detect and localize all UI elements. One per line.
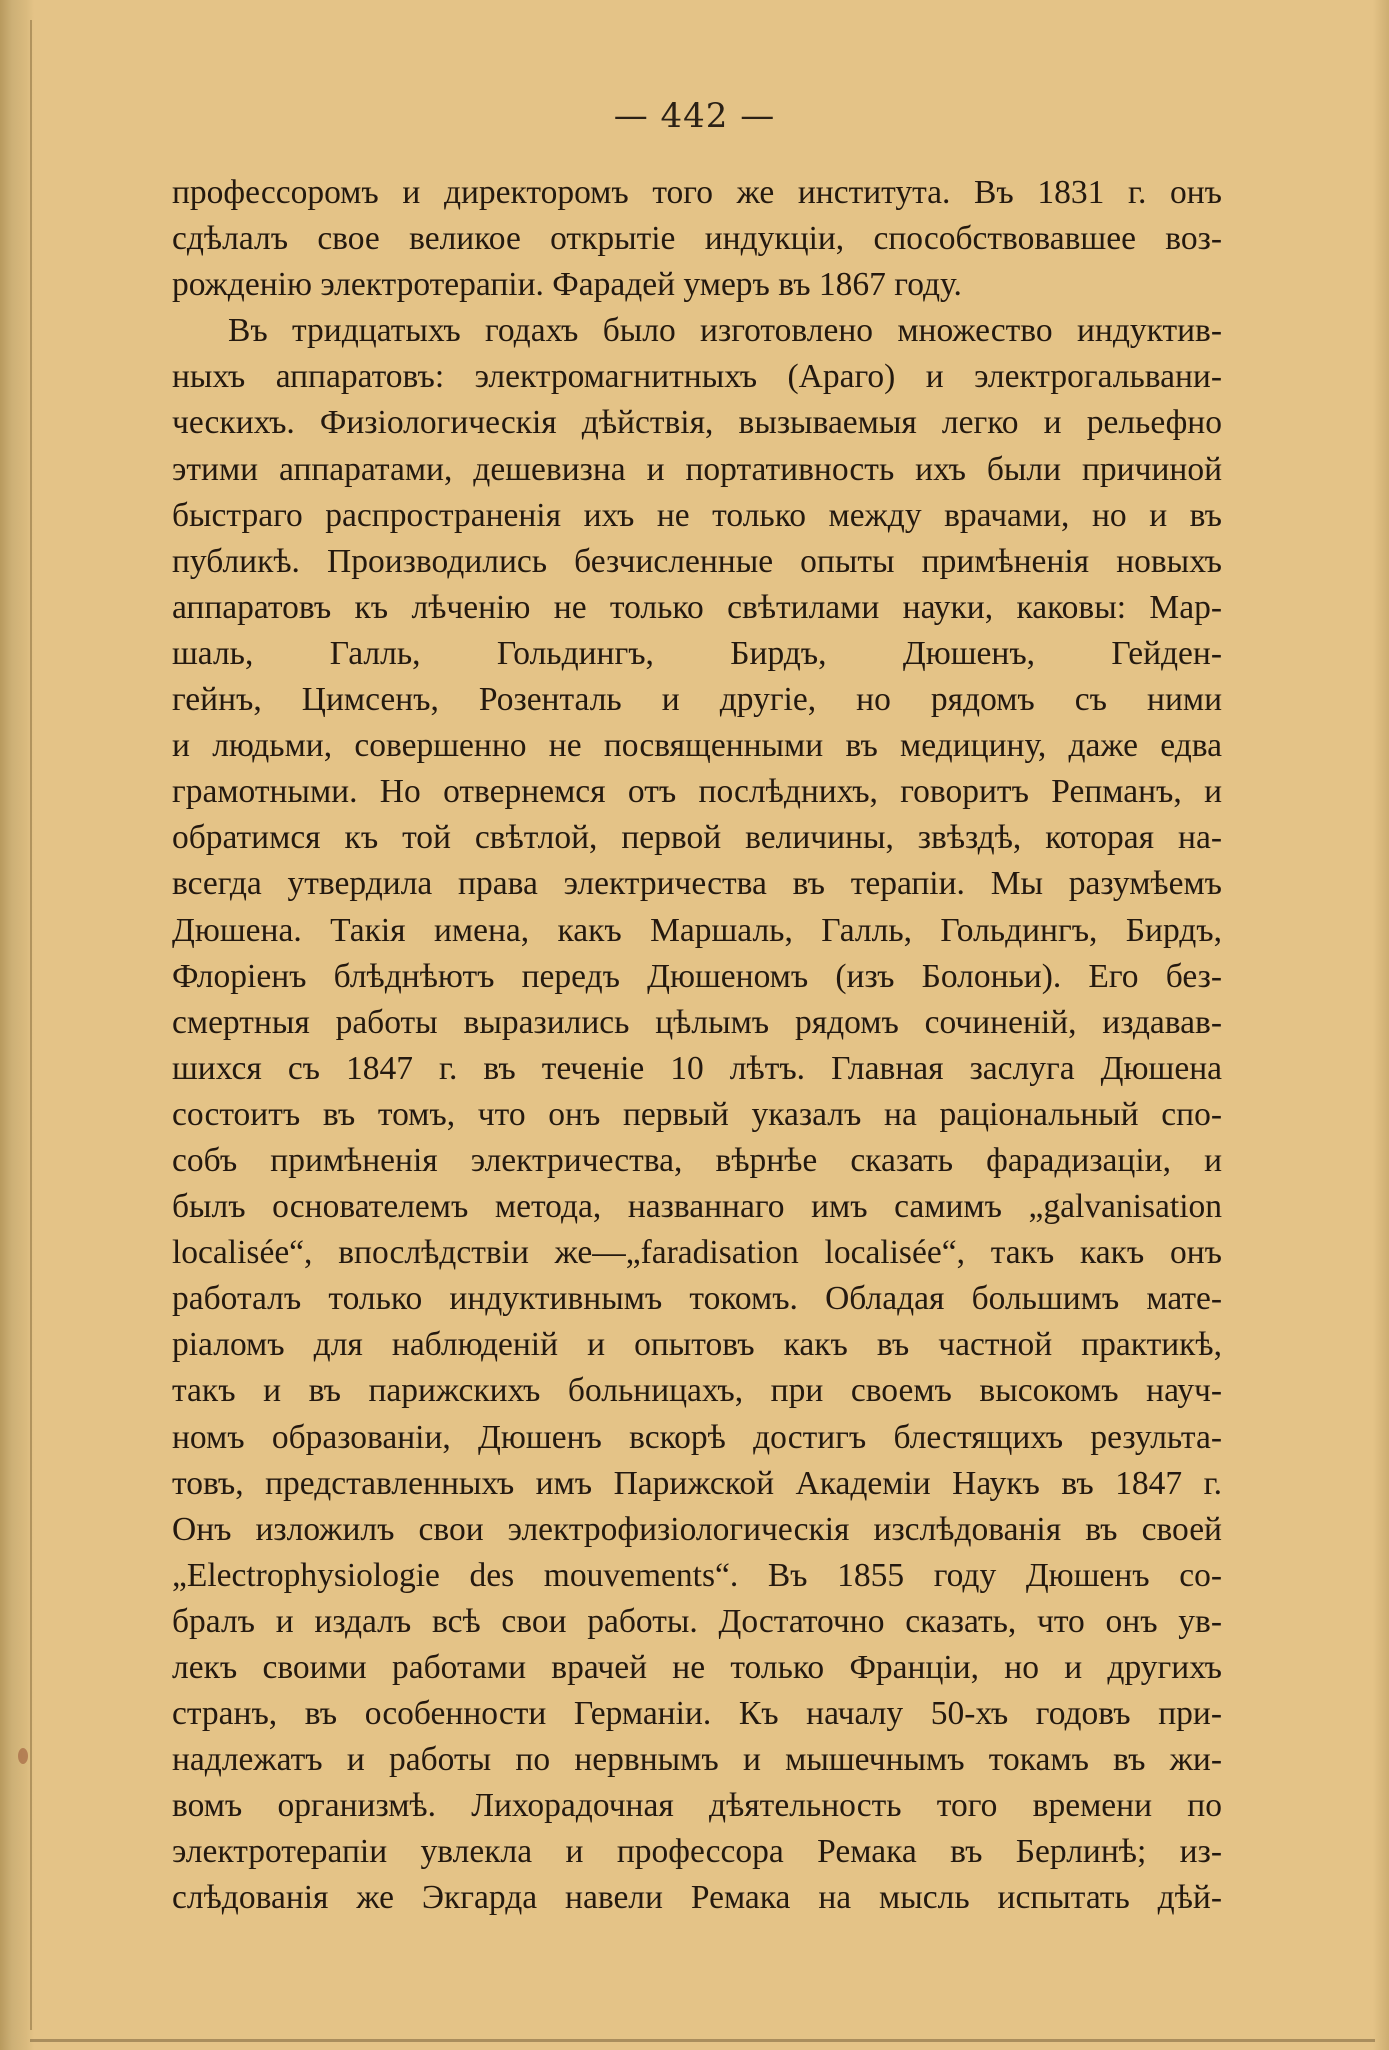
text-line: такъ и въ парижскихъ больницахъ, при своемъ высокомъ науч- bbox=[172, 1372, 1222, 1410]
text-line: быстраго распространенія ихъ не только между врачами, но и въ bbox=[172, 496, 1222, 534]
bottom-rule bbox=[30, 2039, 1375, 2042]
text-line: состоитъ въ томъ, что онъ первый указалъ на раціональный спо- bbox=[172, 1095, 1222, 1133]
page-right-edge bbox=[1373, 0, 1389, 2050]
text-line: ныхъ аппаратовъ: электромагнитныхъ (Араго) и электрогальвани- bbox=[172, 358, 1222, 396]
text-line: публикѣ. Производились безчисленные опыты примѣненія новыхъ bbox=[172, 542, 1222, 580]
text-line: Въ тридцатыхъ годахъ было изготовлено множество индуктив- bbox=[228, 312, 1222, 350]
body-text bbox=[172, 170, 1222, 1922]
text-line: электротерапіи увлекла и профессора Ремака въ Берлинѣ; из- bbox=[172, 1833, 1222, 1871]
text-line: былъ основателемъ метода, названнаго имъ самимъ „galvanisation bbox=[172, 1188, 1222, 1226]
text-line: смертныя работы выразились цѣлымъ рядомъ сочиненій, издавав- bbox=[172, 1003, 1222, 1041]
text-line: localisée“, впослѣдствіи же—„faradisation localisée“, такъ какъ онъ bbox=[172, 1234, 1222, 1272]
text-line: товъ, представленныхъ имъ Парижской Академіи Наукъ въ 1847 г. bbox=[172, 1464, 1222, 1502]
text-line: Флоріенъ блѣднѣютъ передъ Дюшеномъ (изъ Болоньи). Его без- bbox=[172, 957, 1222, 995]
text-line: сдѣлалъ свое великое открытіе индукціи, способствовавшее воз- bbox=[172, 220, 1222, 258]
text-line: грамотными. Но отвернемся отъ послѣднихъ, говоритъ Репманъ, и bbox=[172, 773, 1222, 811]
page-number: — 442 — bbox=[613, 96, 776, 136]
text-line: аппаратовъ къ лѣченію не только свѣтилами науки, каковы: Мар- bbox=[172, 588, 1222, 626]
text-line: номъ образованіи, Дюшенъ вскорѣ достигъ блестящихъ результа- bbox=[172, 1418, 1222, 1456]
text-line: вомъ организмѣ. Лихорадочная дѣятельность того времени по bbox=[172, 1787, 1222, 1825]
text-line: странъ, въ особенности Германіи. Къ началу 50-хъ годовъ при- bbox=[172, 1695, 1222, 1733]
text-line: обратимся къ той свѣтлой, первой величины, звѣздѣ, которая на- bbox=[172, 819, 1222, 857]
text-line: лекъ своими работами врачей не только Франціи, но и другихъ bbox=[172, 1649, 1222, 1686]
text-line: и людьми, совершенно не посвященными въ медицину, даже едва bbox=[172, 727, 1222, 765]
text-line: собъ примѣненія электричества, вѣрнѣе сказать фарадизаціи, и bbox=[172, 1141, 1222, 1179]
text-line: рожденію электротерапіи. Фарадей умеръ въ 1867 году. bbox=[172, 266, 962, 304]
text-line: бралъ и издалъ всѣ свои работы. Достаточно сказать, что онъ ув- bbox=[172, 1602, 1222, 1640]
text-line: ческихъ. Физіологическія дѣйствія, вызываемыя легко и рельефно bbox=[172, 404, 1222, 442]
margin-rule bbox=[30, 20, 32, 2030]
text-line: ріаломъ для наблюденій и опытовъ какъ въ частной практикѣ, bbox=[172, 1326, 1222, 1364]
text-line: гейнъ, Цимсенъ, Розенталь и другіе, но рядомъ съ ними bbox=[172, 681, 1222, 719]
text-line: шихся съ 1847 г. въ теченіе 10 лѣтъ. Главная заслуга Дюшена bbox=[172, 1049, 1222, 1087]
text-line: Дюшена. Такія имена, какъ Маршаль, Галль, Гольдингъ, Бирдъ, bbox=[172, 911, 1222, 949]
ink-smudge bbox=[18, 1748, 28, 1764]
text-line: слѣдованія же Экгарда навели Ремака на мысль испытать дѣй- bbox=[172, 1879, 1222, 1917]
text-line: Онъ изложилъ свои электрофизіологическія изслѣдованія въ своей bbox=[172, 1510, 1222, 1548]
page-binding-edge bbox=[0, 0, 34, 2050]
text-line: надлежатъ и работы по нервнымъ и мышечнымъ токамъ въ жи- bbox=[172, 1741, 1222, 1779]
text-line: „Electrophysiologie des mouvements“. Въ 1855 году Дюшенъ со- bbox=[172, 1556, 1222, 1594]
text-line: этими аппаратами, дешевизна и портативность ихъ были причиной bbox=[172, 450, 1222, 488]
text-line: работалъ только индуктивнымъ токомъ. Обладая большимъ мате- bbox=[172, 1280, 1222, 1318]
text-line: всегда утвердила права электричества въ терапіи. Мы разумѣемъ bbox=[172, 865, 1222, 903]
text-line: профессоромъ и директоромъ того же института. Въ 1831 г. онъ bbox=[172, 174, 1222, 211]
text-line: шаль, Галль, Гольдингъ, Бирдъ, Дюшенъ, Гейден- bbox=[172, 634, 1222, 672]
